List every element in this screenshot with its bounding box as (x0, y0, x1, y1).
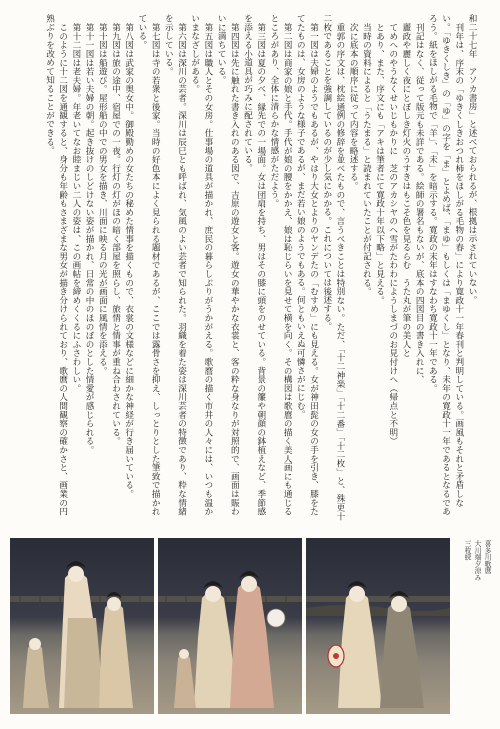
print-panel-center (158, 538, 302, 714)
paragraph: 第十二図は老夫婦。年老いてなお睦まじい二人の姿は、この画帖を締めくくるにふさわしい。 (70, 22, 81, 393)
paragraph: 第九図は旅の途中、宿屋での一夜。行灯の灯がほの暗く部屋を照らし、旅情と情事が重ね合わされている。 (110, 22, 121, 445)
paragraph: 第四図は先に触れた書き入れのある図で、吉原の遊女と客。遊女の華やかな衣裳と、客の粋な身なりが対照的で、画面は賑わいに満ちている。 (216, 14, 240, 516)
paragraph: 重郭の序文は、枕絵通例の修辞を並べたもので、言うべきことは特別ない。ただ、「十二神楽」「十二番」「十二枚」と、殊更十二枚であることを強調しているのが少し気にかかる。これについては後述する。 (321, 14, 345, 521)
paragraph: 当時の資料によると「うたまる」と読まれていたことが付記される。 (361, 22, 372, 296)
print-panel-right (306, 538, 450, 714)
paragraph: 刊記はなく、従って版元も未詳である。絵師の署名もないが、底本の四図目の書き入れに、 (414, 22, 425, 384)
print-panel-left (10, 538, 154, 714)
paragraph: 第十一図は若い夫婦の朝。起き抜けのしどけない姿が描かれ、日常の中のほのぼのとした情愛が感じられる。 (84, 22, 95, 454)
paragraph: 麗政や麗しく夜にとぼしき灯火のうすきはもこそ色を見るらむ うた丸が筆の美人と (400, 22, 411, 357)
paragraph: 第十図は船遊び。屋形船の中での男女を描き、川面に映る月の光が画面に風情を添える。 (97, 22, 108, 375)
paragraph: 第七図は寺の若衆と後家。当時の好色本によく見られる題材であるが、ここでは露骨さを抑え、しっとりとした筆致で描かれている。 (136, 14, 161, 516)
paragraph: 第三図は夏の夕べ、縁先での一場面。女は団扇を持ち、男はその膝に頭をのせている。背景の簾や朝顔の鉢植えなど、季節感を添える小道具が巧みに配されている。 (242, 14, 266, 516)
paragraph: 第五図は職人とその女房。仕事場の道具が描かれ、庶民の暮らしぶりがうかがえる。歌麿の描く市井の人々には、いつも温かいまなざしがある。 (189, 14, 213, 516)
triptych-print (10, 538, 450, 714)
paragraph: このように十二図を通観すると、身分も年齢もさまざまな男女が描き分けられており、歌麿の人間観察の確かさと、画業の円熟ぶりを改めて知ることができる。 (44, 14, 68, 516)
body-text (22, 14, 478, 522)
paragraph: 第二図は商家の娘と手代。手代が娘の腰をかかえ、娘は恥じらいを見せて横を向く。その構図は歌麿の描く美人画にも通じるところがあり、全体に清らかな情感がただよう。 (268, 14, 293, 516)
paragraph: 次に底本の順序に従って内容を略述する。 (348, 22, 359, 190)
paragraph: 第一図は夫婦のようでもあるが、やはり大女とよりのヤンデたの「むすめ」にも見える。女が神田髭の女の手を引き、膝をたてたものは、女房のような様子であるが、まだ若い娘のようでもある。何ともいえぬ可憐さがにじむ。 (295, 14, 319, 516)
caption-format: 三枚続 (463, 540, 471, 561)
caption-artist: 喜多川歌麿 (483, 540, 491, 574)
paragraph: 第六図は深川の芸者。深川は辰巳とも呼ばれ、気風のよい芸者で知られた。羽織を着た姿は深川芸者の特徴であり、粋な情緒を示している。 (163, 14, 187, 516)
caption-title: 大川端夕涼み (473, 540, 481, 581)
paragraph: 刊年は、序末の「ゆきくしきおつれ柿をほしがる毛物の春」により寛政十一年春刊と判明している。画風もそれと矛盾しない。「ゆきくしき」の「ゆ」の字を「ま」とよめば、「まゆ」もしくは「まゆくし」となり、未年の寛政十一年であるとなるであろう。紙をほしがる毛物で「羊」、「未」を暗示する。寛政の末年はすなわち寛政十一年である。 (427, 14, 464, 516)
figure-caption (456, 540, 492, 710)
paragraph: とあり、また、序文にも「アキは筆者にて寛政十年以下略」と見える。 (374, 22, 385, 305)
paragraph: 第八図は武家の奥女中。御殿勤めの女たちの秘めた情事を描くもので、衣裳の文様などに細かな神経が行き届いている。 (123, 22, 134, 498)
paragraph: てめへのやうなくせいじもかりに 芝のアカシヤのへ雪がたわわにようしまづのお見付けへ（帰点と不明） (387, 22, 398, 445)
paragraph: 和二十七年 アソカ書房」と述べておられるが、根拠は示されていない。 (467, 14, 477, 305)
